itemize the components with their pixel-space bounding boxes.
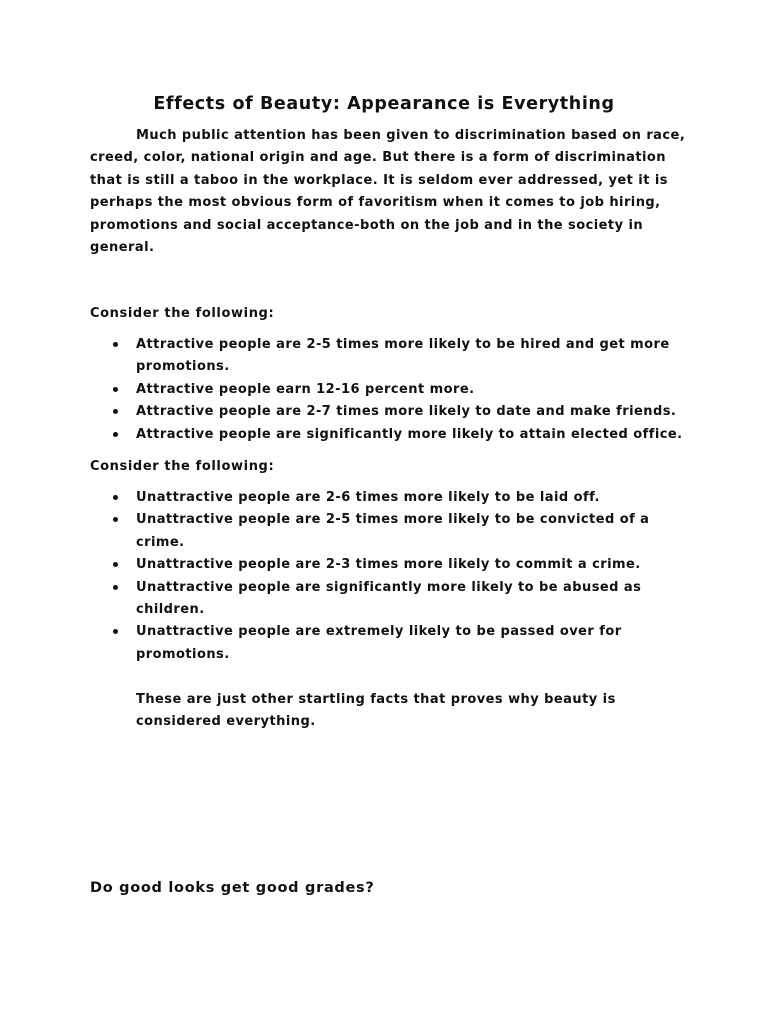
bullet-dot-icon — [113, 629, 118, 634]
bullet-dot-icon — [113, 409, 118, 414]
list-item-text: Unattractive people are 2-5 times more likely to be convicted of a crime. — [136, 512, 650, 550]
list-item-text: Attractive people earn 12-16 percent more. — [136, 381, 475, 397]
list-item — [136, 379, 696, 401]
list-item — [136, 554, 696, 576]
list-item — [136, 334, 696, 379]
section2-bullet-list — [136, 487, 696, 666]
section1-bullet-list — [136, 334, 696, 446]
bullet-dot-icon — [113, 495, 118, 500]
list-item-text: Attractive people are 2-7 times more likely to date and make friends. — [136, 404, 677, 420]
list-item — [136, 509, 696, 554]
list-item-text: Unattractive people are 2-3 times more likely to commit a crime. — [136, 557, 641, 573]
bullet-dot-icon — [113, 432, 118, 437]
section1-heading: Consider the following: — [90, 306, 275, 321]
intro-paragraph: Much public attention has been given to discrimination based on race, creed, color, national origin and age. But there is a form of discrimination that is still a taboo in the workplace. It is seldom ever addressed, yet it is perhaps the most obvious form of favoritism when it comes to job hiring, promotions and social acceptance-both on the job and in the society in general. — [90, 128, 686, 256]
list-item — [136, 487, 696, 509]
bullet-dot-icon — [113, 562, 118, 567]
document-title: Effects of Beauty: Appearance is Everything — [153, 94, 615, 114]
bullet-dot-icon — [113, 585, 118, 590]
bullet-dot-icon — [113, 387, 118, 392]
list-item-text: Unattractive people are extremely likely to be passed over for promotions. — [136, 624, 622, 662]
bullet-dot-icon — [113, 342, 118, 347]
list-item-text: Attractive people are 2-5 times more likely to be hired and get more promotions. — [136, 337, 670, 375]
list-item-text: Unattractive people are significantly more likely to be abused as children. — [136, 579, 642, 618]
list-item — [136, 621, 696, 666]
next-section-heading: Do good looks get good grades? — [90, 880, 375, 896]
bullet-dot-icon — [113, 517, 118, 522]
list-item — [136, 577, 696, 622]
list-item-text: Attractive people are significantly more likely to attain elected office. — [136, 426, 683, 442]
list-item — [136, 424, 696, 446]
section2-heading: Consider the following: — [90, 459, 275, 474]
list-item-text: Unattractive people are 2-6 times more likely to be laid off. — [136, 490, 600, 505]
list-item — [136, 401, 696, 423]
closing-paragraph: These are just other startling facts that proves why beauty is considered everything. — [136, 692, 616, 730]
